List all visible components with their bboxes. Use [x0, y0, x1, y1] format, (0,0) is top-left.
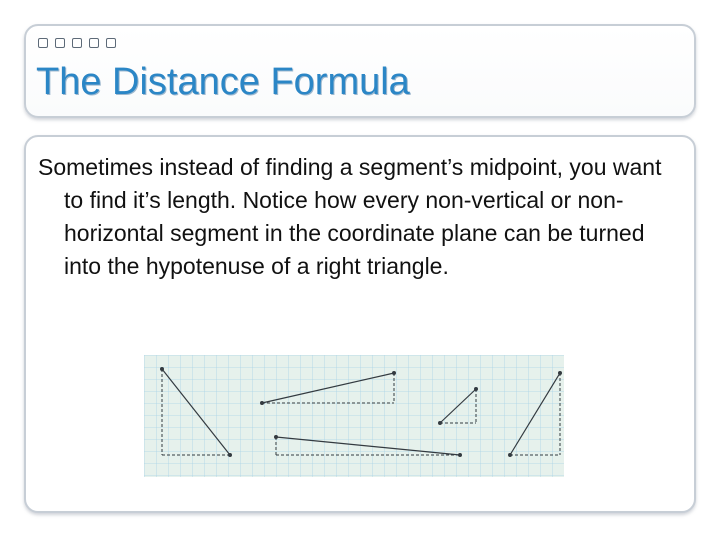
coordinate-grid-figure [144, 355, 604, 485]
title-panel [24, 24, 696, 118]
window-dot-icon [72, 38, 82, 48]
content-panel [24, 135, 696, 513]
window-dot-icon [38, 38, 48, 48]
slide-title: The Distance Formula [36, 61, 410, 103]
body-text: Sometimes instead of finding a segment’s midpoint, you want to find it’s length. Notice how every non-vertical or non-horizontal segment in the coordinate plane can be turned into the hypotenuse of a right triangle. [38, 154, 662, 279]
window-dot-icon [106, 38, 116, 48]
window-dots [38, 38, 116, 48]
window-dot-icon [55, 38, 65, 48]
grid-lines [144, 355, 564, 477]
window-dot-icon [89, 38, 99, 48]
